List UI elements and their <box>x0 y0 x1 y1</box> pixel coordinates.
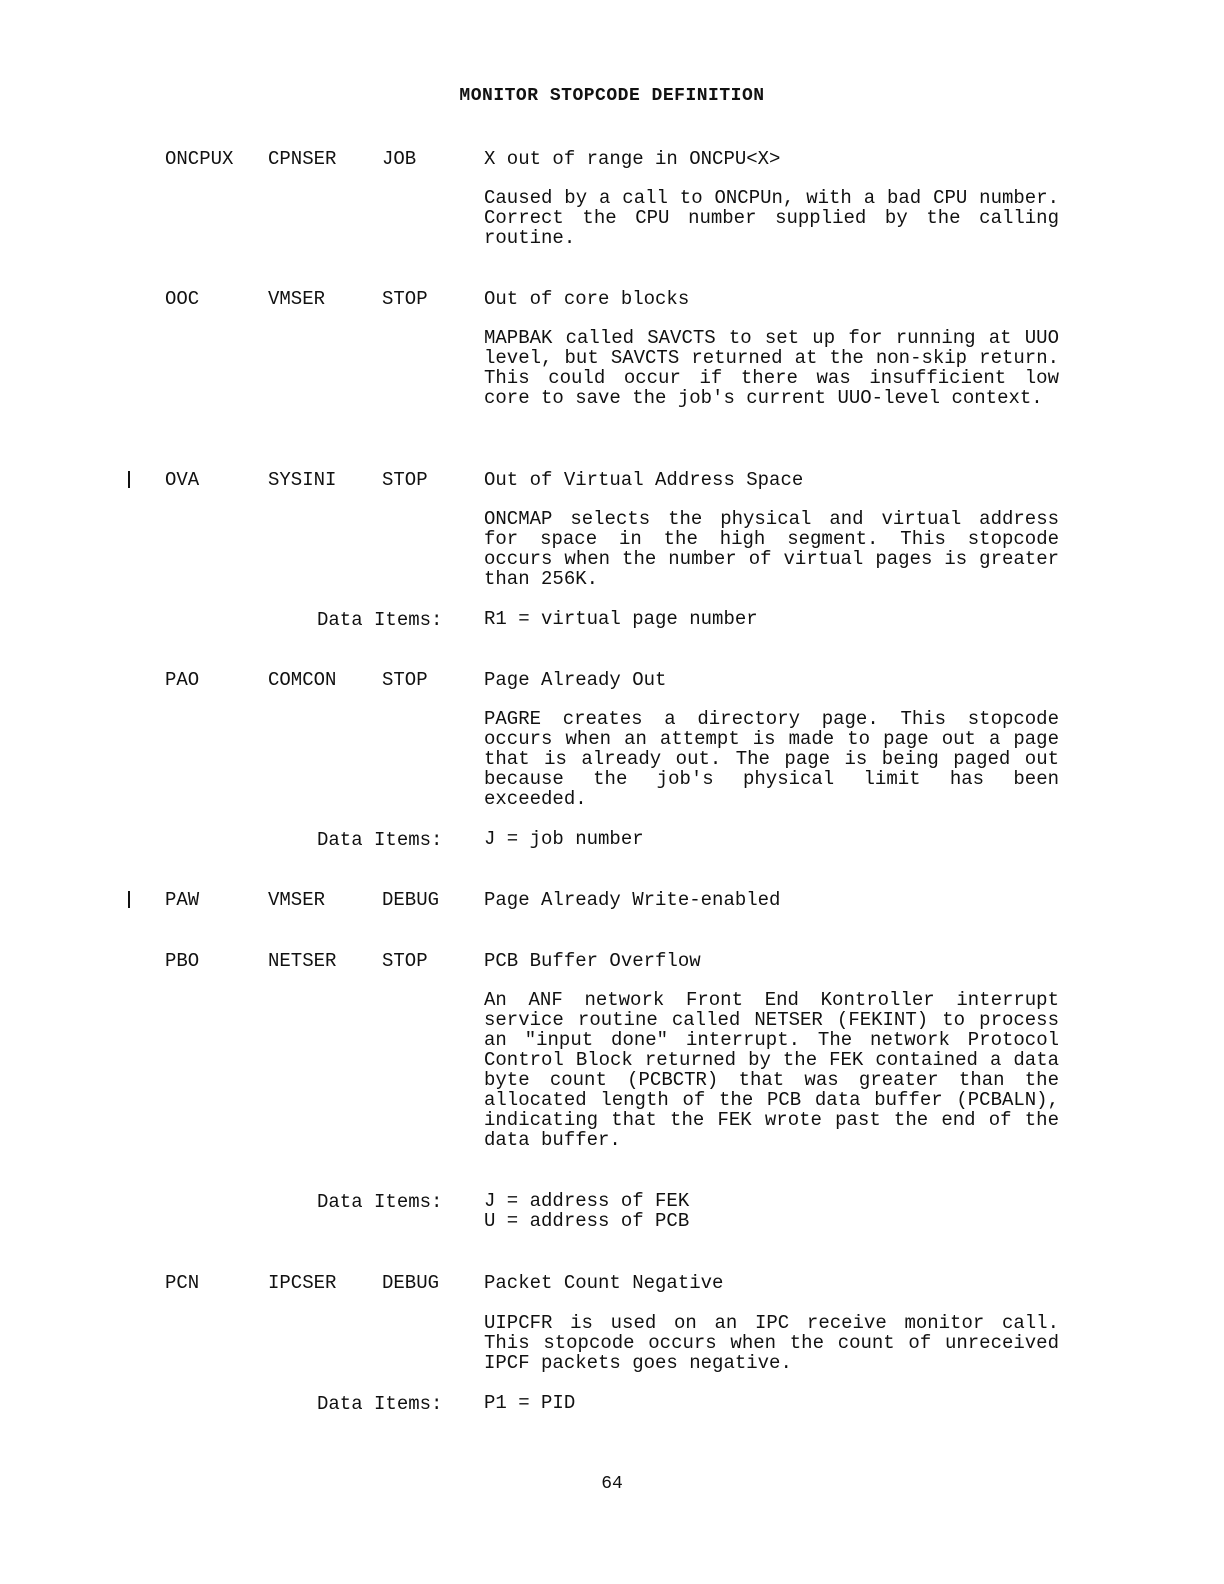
stopcode-type: STOP <box>382 669 428 691</box>
stopcode-description: An ANF network Front End Kontroller interrupt service routine called NETSER (FEKINT) to process an "input done" interrupt. The network Protocol Control Block returned by the FEK contained a data byte count (PCBCTR) that was greater than the allocated length of the PCB data buffer (PCBALN), indicating that the FEK wrote past the end of the data buffer. <box>484 989 1059 1151</box>
data-item: J = job number <box>484 828 644 850</box>
stopcode-module: CPNSER <box>268 148 337 170</box>
data-items-label: Data Items: <box>317 829 443 851</box>
stopcode-module: NETSER <box>268 950 337 972</box>
data-items <box>484 1393 575 1413</box>
page-number: 64 <box>601 1474 623 1494</box>
stopcode-description: Caused by a call to ONCPUn, with a bad CPU number. Correct the CPU number supplied by the calling routine. <box>484 187 1059 249</box>
stopcode-module: SYSINI <box>268 469 337 491</box>
stopcode-name: PAW <box>165 889 200 911</box>
stopcode-description: ONCMAP selects the physical and virtual address for space in the high segment. This stopcode occurs when the number of virtual pages is greater than 256K. <box>484 508 1059 590</box>
stopcode-name: OVA <box>165 469 200 491</box>
stopcode-type: DEBUG <box>382 1272 440 1294</box>
stopcode-module: VMSER <box>268 889 326 911</box>
stopcode-type: DEBUG <box>382 889 440 911</box>
stopcode-heading: X out of range in ONCPU<X> <box>484 148 781 170</box>
stopcode-name: PBO <box>165 950 200 972</box>
stopcode-heading: PCB Buffer Overflow <box>484 950 701 972</box>
data-item: R1 = virtual page number <box>484 608 758 630</box>
stopcode-name: PAO <box>165 669 200 691</box>
stopcode-name: ONCPUX <box>165 148 234 170</box>
stopcode-type: STOP <box>382 469 428 491</box>
change-bar <box>128 471 130 488</box>
page-title: MONITOR STOPCODE DEFINITION <box>459 86 765 106</box>
data-item: P1 = PID <box>484 1392 576 1414</box>
data-items-label: Data Items: <box>317 1191 443 1213</box>
stopcode-type: STOP <box>382 288 428 310</box>
stopcode-name: OOC <box>165 288 200 310</box>
data-items-label: Data Items: <box>317 609 443 631</box>
stopcode-name: PCN <box>165 1272 200 1294</box>
data-items <box>484 609 758 629</box>
stopcode-type: STOP <box>382 950 428 972</box>
stopcode-module: IPCSER <box>268 1272 337 1294</box>
stopcode-description: PAGRE creates a directory page. This stopcode occurs when an attempt is made to page out a page that is already out. The page is being paged out because the job's physical limit has been exceeded. <box>484 708 1059 810</box>
stopcode-heading: Page Already Out <box>484 669 667 691</box>
change-bar <box>128 891 130 908</box>
stopcode-heading: Page Already Write-enabled <box>484 889 781 911</box>
stopcode-heading: Packet Count Negative <box>484 1272 724 1294</box>
stopcode-heading: Out of Virtual Address Space <box>484 469 804 491</box>
stopcode-module: COMCON <box>268 669 337 691</box>
stopcode-description: UIPCFR is used on an IPC receive monitor call. This stopcode occurs when the count of unreceived IPCF packets goes negative. <box>484 1312 1059 1374</box>
data-item: U = address of PCB <box>484 1210 690 1232</box>
stopcode-type: JOB <box>382 148 417 170</box>
stopcode-heading: Out of core blocks <box>484 288 690 310</box>
stopcode-description: MAPBAK called SAVCTS to set up for running at UUO level, but SAVCTS returned at the non-skip return. This could occur if there was insufficient low core to save the job's current UUO-level context. <box>484 327 1059 409</box>
data-items <box>484 829 644 849</box>
data-item: J = address of FEK <box>484 1190 690 1212</box>
data-items <box>484 1191 689 1231</box>
data-items-label: Data Items: <box>317 1393 443 1415</box>
stopcode-module: VMSER <box>268 288 326 310</box>
